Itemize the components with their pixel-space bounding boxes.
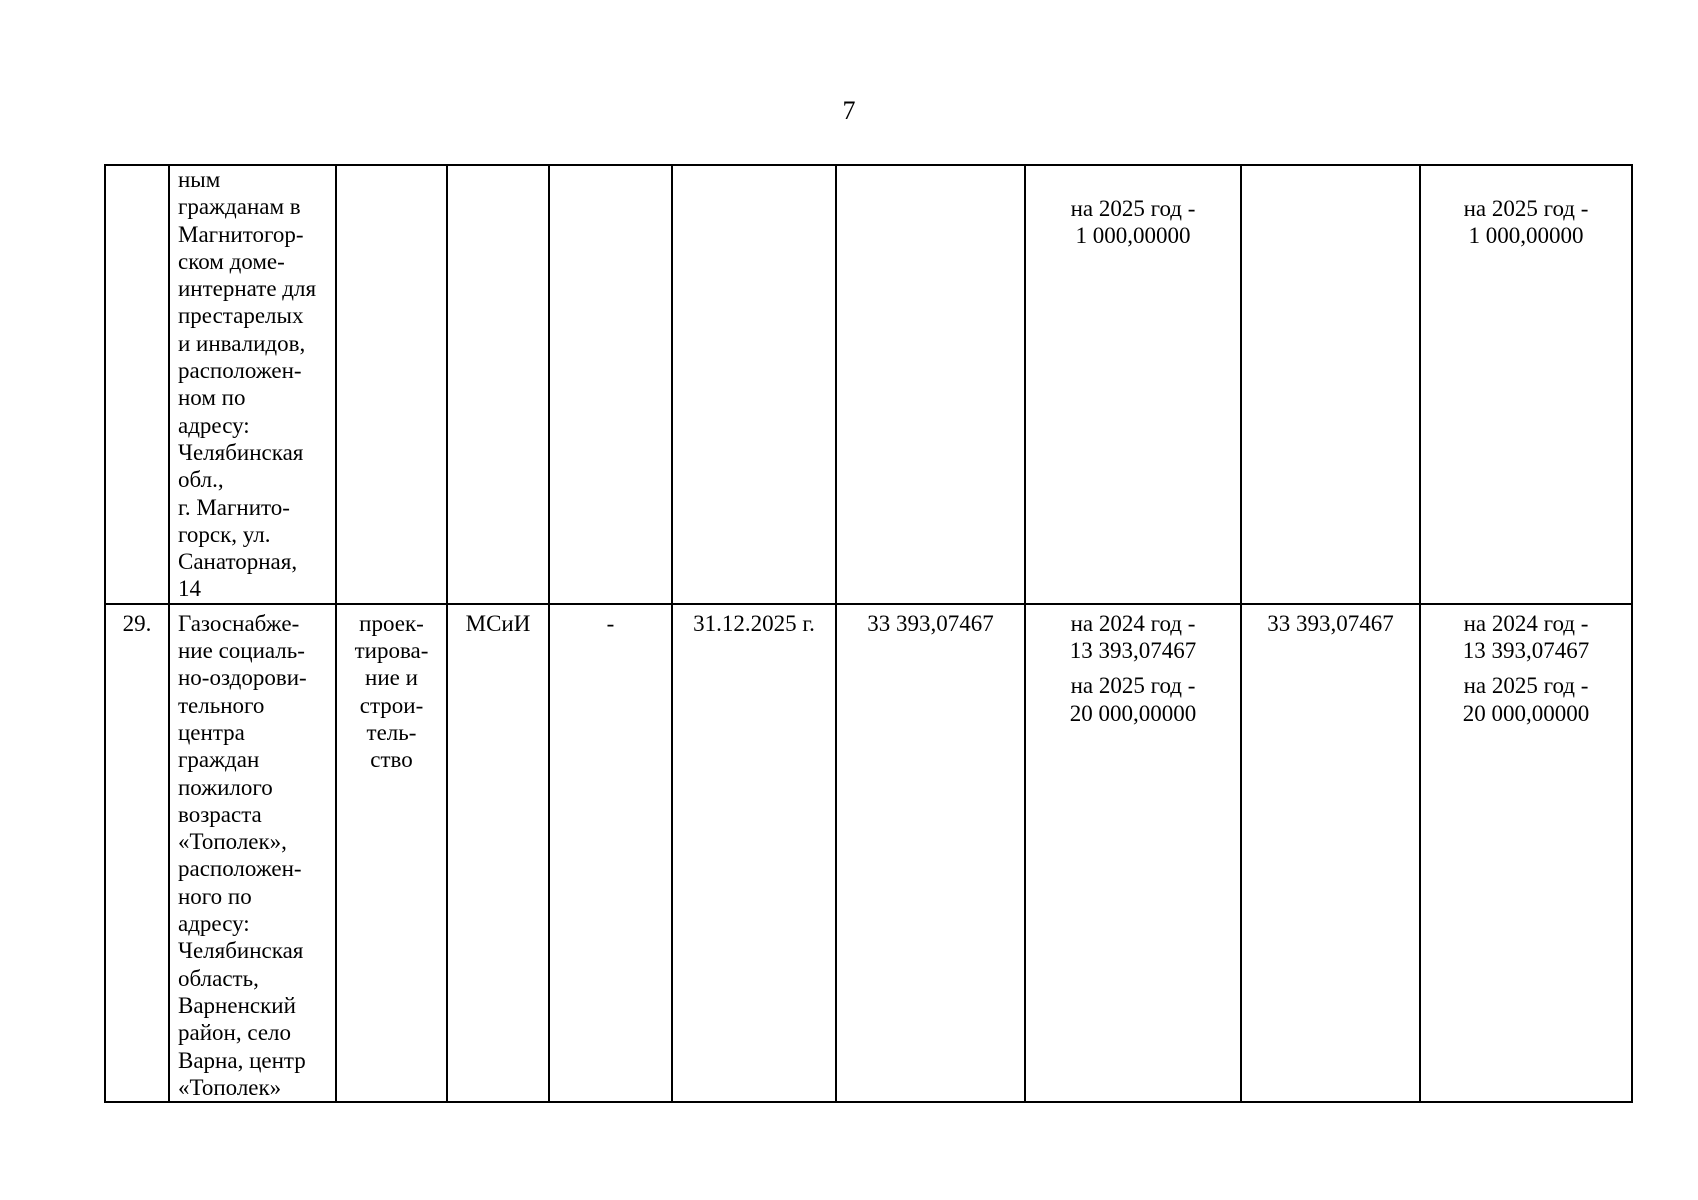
text-line: и инвалидов, [178,330,306,356]
total-funding-cell [1241,165,1420,604]
funding-by-year-cell [1420,165,1632,604]
text-line: адресу: [178,911,250,937]
objects-table [104,164,1633,1103]
row-number-cell [105,165,169,604]
text-line: горск, ул. [178,521,271,547]
column-4-cell [549,165,672,604]
group-spacer [1421,664,1631,672]
text-line: расположен- [178,358,302,384]
text-line: адресу: [178,412,250,438]
total-cost-cell: 33 393,07467 [836,604,1025,1102]
text-line: район, село [178,1020,292,1046]
cost-by-year-cell [1025,165,1241,604]
column-4-cell: - [549,604,672,1102]
text-line: обл., [178,467,224,493]
text-line: 1 000,00000 [1075,223,1191,249]
funding-by-year-cell [1420,604,1632,1102]
text-line: проек- [359,610,424,636]
text-line: 13 393,07467 [1069,638,1197,664]
cost-by-year-groups [1026,610,1240,727]
row-number-cell: 29. [105,604,169,1102]
text-line: 1 000,00000 [1468,223,1584,249]
text-line: г. Магнито- [178,494,290,520]
text-line: гражданам в [178,194,301,220]
customer-cell: МСиИ [447,604,549,1102]
funding-by-year-groups [1421,610,1631,727]
text-line: тель- [366,719,417,745]
deadline-cell [672,165,836,604]
text-line: «Тополек» [178,1074,282,1100]
text-line: тельного [178,692,265,718]
text-line: на 2025 год - [1463,673,1589,699]
text-line: граждан [178,747,260,773]
text-line: Магнитогор- [178,221,304,247]
page-number: 7 [842,96,856,125]
text-line: ском доме- [178,248,285,274]
text-line: но-оздорови- [178,665,307,691]
text-line: Челябинская [178,938,304,964]
text-line: на 2025 год - [1463,196,1589,221]
text-line: «Тополек», [178,829,287,855]
work-type-cell [336,604,447,1102]
text-line: ство [370,747,413,773]
table-row [105,165,1632,604]
text-line: ного по [178,883,252,909]
text-line: на 2025 год - [1070,673,1196,699]
text-line: Газоснабже- [178,610,300,636]
text-line: Варненский [178,992,296,1018]
text-line: расположен- [178,856,302,882]
text-line: Варна, центр [178,1047,306,1073]
group-spacer [1026,664,1240,672]
text-line: центра [178,719,245,745]
total-funding-cell: 33 393,07467 [1241,604,1420,1102]
text-line: на 2024 год - [1463,610,1589,636]
text-line: строи- [359,692,424,718]
text-line: ным [178,167,221,192]
total-cost-cell [836,165,1025,604]
object-name-lines [178,610,335,1101]
text-line: Челябинская [178,439,304,465]
text-line: возраста [178,801,262,827]
deadline-cell: 31.12.2025 г. [672,604,836,1102]
text-line: 20 000,00000 [1069,700,1197,726]
text-line: на 2025 год - [1070,196,1196,221]
text-line: ние и [365,665,418,691]
cost-by-year-cell [1025,604,1241,1102]
customer-cell [447,165,549,604]
object-name-cell [169,604,336,1102]
text-line: 14 [178,576,201,602]
text-line: на 2024 год - [1070,610,1196,636]
text-line: престарелых [178,303,304,329]
text-line: пожилого [178,774,273,800]
text-line: 20 000,00000 [1462,700,1590,726]
funding-by-year-lines [1421,195,1631,250]
object-name-cell [169,165,336,604]
text-line: интернате для [178,276,317,302]
table-row [105,604,1632,1102]
text-line: тирова- [354,638,429,664]
text-line: 13 393,07467 [1462,638,1590,664]
cost-by-year-lines [1026,195,1240,250]
text-line: область, [178,965,259,991]
work-type-lines [337,610,446,774]
text-line: ном по [178,385,246,411]
object-name-lines [178,166,335,603]
text-line: ние социаль- [178,638,305,664]
text-line: Санаторная, [178,549,298,575]
work-type-cell [336,165,447,604]
